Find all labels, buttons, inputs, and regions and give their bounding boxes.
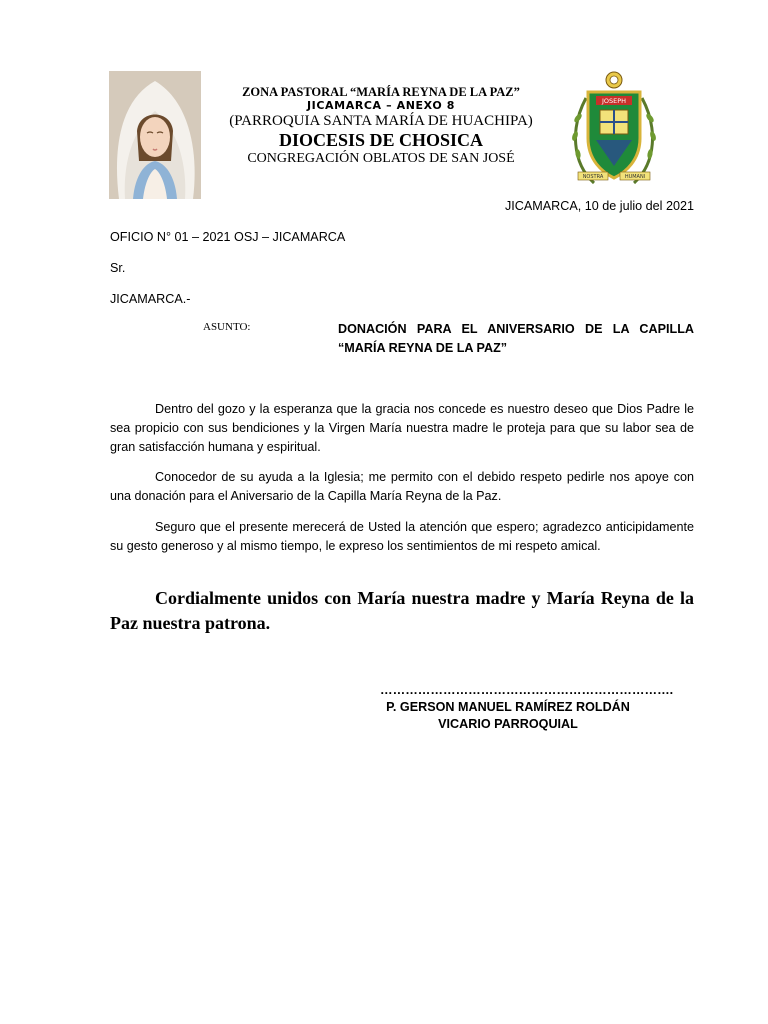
crest-motto-right: HUMANI [624,174,646,180]
zona-pastoral-heading: ZONA PASTORAL “MARÍA REYNA DE LA PAZ” [242,85,520,99]
virgin-mary-portrait [109,71,201,199]
destination: JICAMARCA.- [110,292,191,306]
jicamarca-anexo-heading: JICAMARCA – ANEXO 8 [306,99,455,112]
asunto-label: ASUNTO: [203,321,251,333]
closing-statement: Cordialmente unidos con María nuestra madre y María Reyna de la Paz nuestra patrona. [110,588,694,633]
signature-line: ……………………………………………………………. [380,683,674,697]
letter-date: JICAMARCA, 10 de julio del 2021 [504,199,694,213]
diocesis-heading: DIOCESIS DE CHOSICA [278,130,484,150]
signer-title: VICARIO PARROQUIAL [438,717,578,731]
signature-block [380,682,674,733]
salutation: Sr. [110,261,126,275]
paragraph-2: Conocedor de su ayuda a la Iglesia; me permito con el debido respeto pedirle nos apoye con una donación para el Aniversario de la Capilla María Reyna de la Paz. [110,470,694,503]
crest-banner-text: JOSEPH [601,97,627,105]
paragraph-1: Dentro del gozo y la esperanza que la gracia nos concede es nuestro deseo que Dios Padre le sea propicio con sus bendiciones y la Virgen María nuestra madre le proteja para que su labor sea de gran satisfacción humana y espiritual. [110,402,694,454]
oficio-number: OFICIO N° 01 – 2021 OSJ – JICAMARCA [110,230,346,244]
crest-motto-left: NOSTRA [582,174,604,180]
congregation-crest-icon [566,68,662,192]
congregacion-heading: CONGREGACIÓN OBLATOS DE SAN JOSÉ [247,151,515,166]
parroquia-heading: (PARROQUIA SANTA MARÍA DE HUACHIPA) [229,113,533,129]
paragraph-3: Seguro que el presente merecerá de Usted la atención que espero; agradezco anticipidamente su gesto generoso y al mismo tiempo, le expreso los sentimientos de mi respeto amical. [110,520,694,553]
asunto-text: DONACIÓN PARA EL ANIVERSARIO DE LA CAPILLA “MARÍA REYNA DE LA PAZ” [338,322,694,355]
signer-name: P. GERSON MANUEL RAMÍREZ ROLDÁN [386,700,630,714]
